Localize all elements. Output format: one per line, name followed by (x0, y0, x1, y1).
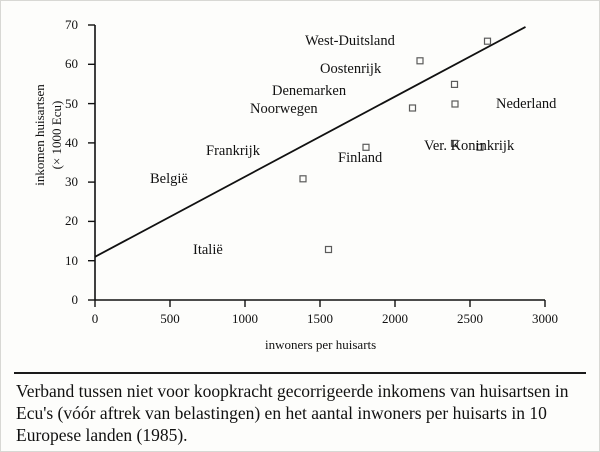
y-tick-10: 10 (65, 253, 78, 268)
y-axis-title-line2: (× 1000 Ecu) (49, 100, 64, 170)
x-axis-title: inwoners per huisarts (265, 337, 377, 352)
y-tick-0: 0 (71, 292, 78, 307)
x-tick-1000: 1000 (232, 311, 258, 326)
x-tick-500: 500 (160, 311, 180, 326)
y-tick-30: 30 (65, 174, 78, 189)
point-label-denemarken: Denemarken (272, 83, 347, 99)
y-tick-20: 20 (65, 213, 78, 228)
y-axis-title-line1: inkomen huisartsen (32, 84, 47, 186)
point-label-italie: Italië (193, 242, 223, 258)
x-tick-0: 0 (91, 311, 99, 326)
point-label-ver-koninkrijk: Ver. Koninkrijk (424, 138, 515, 154)
figure-caption (0, 372, 600, 452)
y-tick-70: 70 (65, 17, 78, 32)
point-label-belgie: België (150, 171, 188, 187)
point-label-oostenrijk: Oostenrijk (320, 61, 382, 77)
point-label-noorwegen: Noorwegen (250, 101, 318, 117)
y-tick-60: 60 (65, 56, 78, 71)
y-axis-title (31, 35, 65, 235)
point-label-nederland: Nederland (496, 96, 557, 112)
x-tick-2500: 2500 (457, 311, 483, 326)
point-label-west-duitsland: West-Duitsland (305, 33, 395, 49)
y-tick-40: 40 (65, 135, 78, 150)
x-tick-2000: 2000 (382, 311, 408, 326)
x-tick-1500: 1500 (307, 311, 333, 326)
caption-text: Verband tussen niet voor koopkracht gecorrigeerde inkomens van huisartsen in Ecu's (vóór aftrek van belastingen) en het aantal inwoners per huisarts in 10 Europese landen (1985). (16, 381, 569, 445)
axes (88, 25, 545, 307)
point-label-finland: Finland (338, 150, 383, 166)
caption-divider (14, 372, 586, 374)
y-tick-50: 50 (65, 96, 78, 111)
point-label-frankrijk: Frankrijk (206, 143, 260, 159)
x-tick-3000: 3000 (532, 311, 558, 326)
